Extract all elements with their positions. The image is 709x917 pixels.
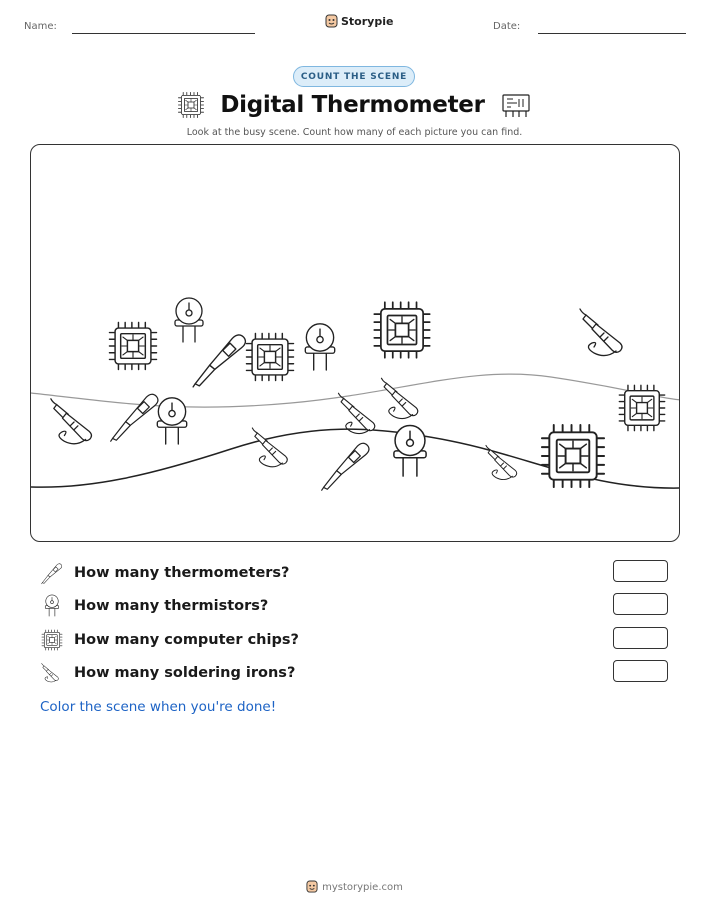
title-row <box>0 90 709 120</box>
soldering-iron-icon <box>580 309 622 356</box>
thermometer-icon <box>193 335 245 387</box>
answer-box-thermistors[interactable] <box>613 593 668 615</box>
color-instruction: Color the scene when you're done! <box>40 699 277 715</box>
soldering-iron-icon <box>338 393 374 433</box>
question-thermometers <box>40 561 289 585</box>
footer-url: mystorypie.com <box>322 881 403 893</box>
thermometer-icon <box>40 561 64 585</box>
name-label: Name: <box>24 21 57 32</box>
name-field[interactable] <box>72 33 255 34</box>
soldering-iron-icon <box>51 399 92 444</box>
thermistor-icon <box>175 298 203 342</box>
storypie-logo-icon <box>325 14 338 29</box>
computer-chip-icon <box>109 322 156 369</box>
soldering-iron-icon <box>252 428 287 467</box>
scene-picture <box>30 144 680 542</box>
answer-box-computer-chips[interactable] <box>613 627 668 649</box>
instructions: Look at the busy scene. Count how many of each picture you can find. <box>186 127 523 138</box>
thermometer-icon <box>111 394 158 441</box>
computer-chip-icon <box>619 385 664 430</box>
brand-name: Storypie <box>341 15 394 28</box>
storypie-logo-icon <box>306 880 318 894</box>
soldering-iron-icon <box>486 445 517 479</box>
question-text: How many thermistors? <box>74 598 269 614</box>
brand <box>325 14 393 29</box>
computer-chip-icon <box>176 90 206 120</box>
page-title: Digital Thermometer <box>220 92 485 118</box>
footer <box>0 880 709 894</box>
answer-box-thermometers[interactable] <box>613 560 668 582</box>
thermistor-icon <box>305 324 334 370</box>
computer-chip-icon <box>246 333 293 380</box>
computer-chip-icon <box>40 628 64 652</box>
answer-box-soldering-irons[interactable] <box>613 660 668 682</box>
question-computer-chips <box>40 628 299 652</box>
question-thermistors <box>40 594 268 618</box>
circuit-board-icon <box>499 90 533 120</box>
computer-chip-icon <box>374 302 429 357</box>
count-the-scene-badge: COUNT THE SCENE <box>293 66 415 87</box>
question-text: How many computer chips? <box>74 632 299 648</box>
thermistor-icon <box>394 426 426 477</box>
thermometer-icon <box>322 443 369 490</box>
question-text: How many thermometers? <box>74 565 290 581</box>
question-text: How many soldering irons? <box>74 665 296 681</box>
soldering-iron-icon <box>381 378 417 418</box>
computer-chip-icon <box>542 425 604 487</box>
date-field[interactable] <box>538 33 686 34</box>
soldering-iron-icon <box>40 661 64 685</box>
thermistor-icon <box>40 594 64 618</box>
thermistor-icon <box>157 398 186 444</box>
date-label: Date: <box>493 21 521 32</box>
question-soldering-irons <box>40 661 295 685</box>
